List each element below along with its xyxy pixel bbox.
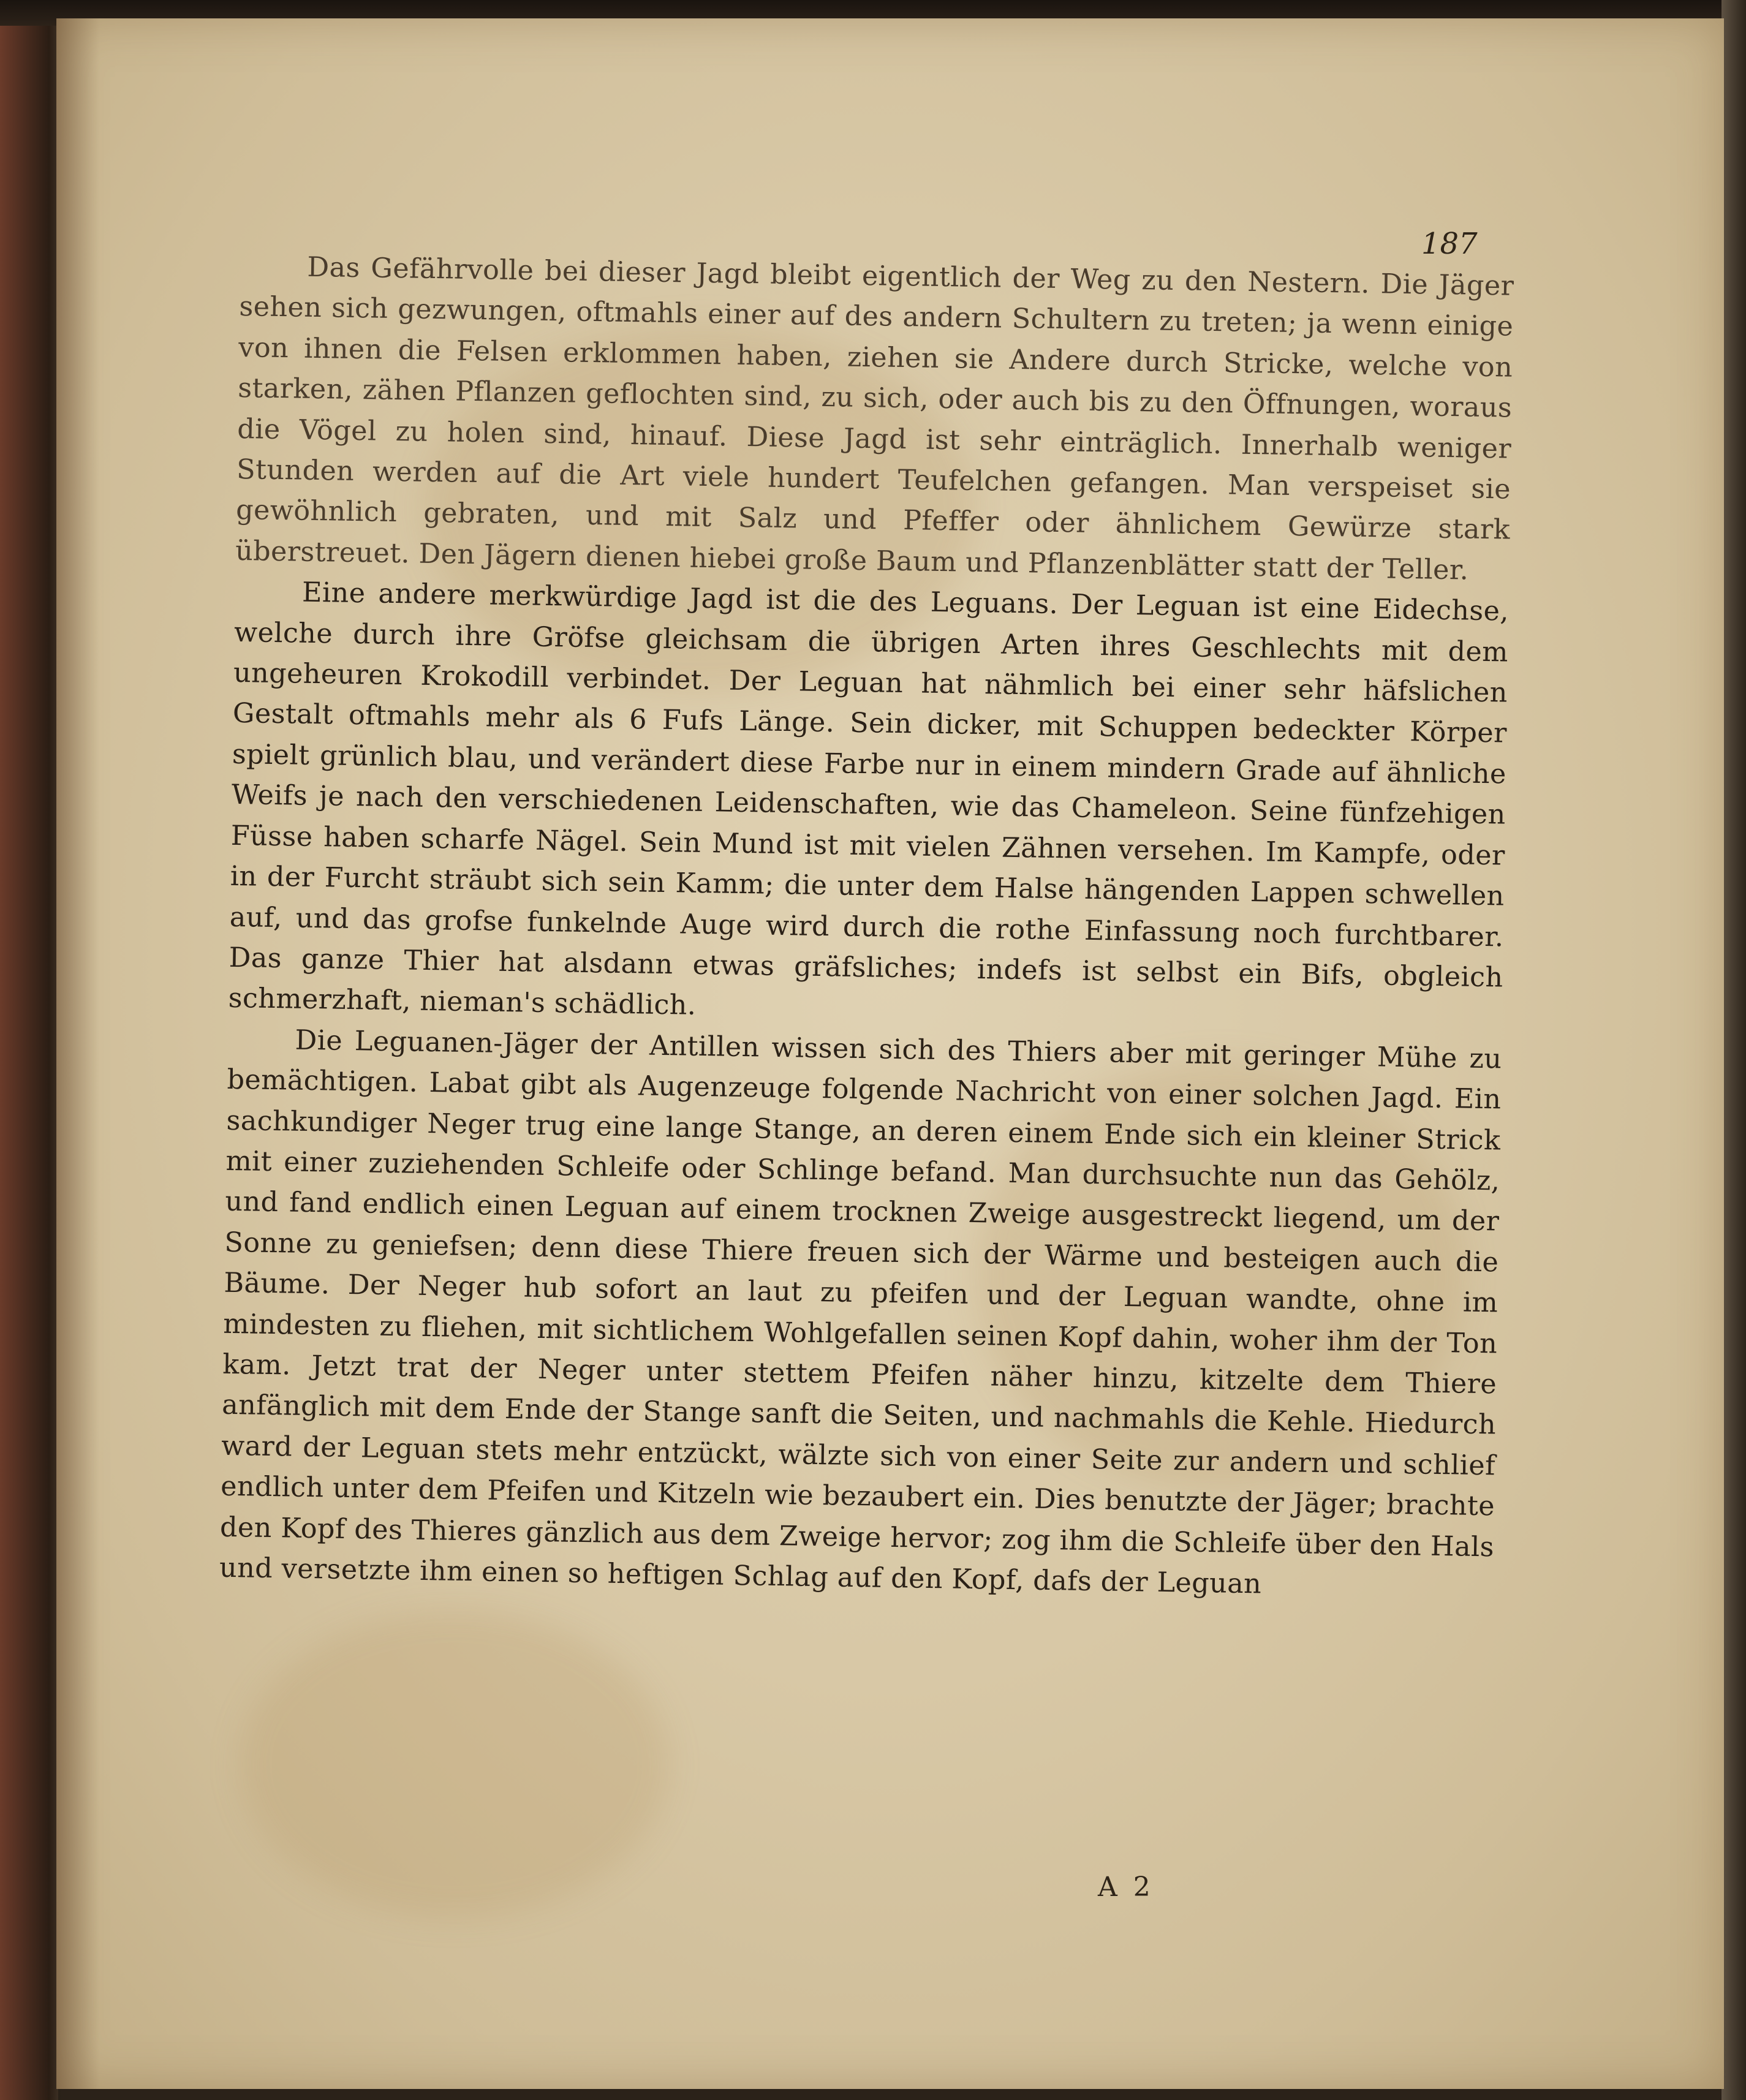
paper-stain [240,1611,669,1917]
paragraph-leguan-description: Eine andere merkwürdige Jagd ist die des Leguans. Der Leguan ist eine Eidechse, welche durch ihre Gröfse gleichsam die übrigen Arten ihres Geschlechts mit dem ungeheuren Krokodill verbindet. Der Leguan hat nähmlich bei einer sehr häfslichen Gestalt oftmahls mehr als 6 Fufs Länge. Sein dicker, mit Schuppen bedeckter Körper spielt grünlich blau, und verändert diese Farbe nur in einem mindern Grade auf ähnliche Weifs je nach den verschiedenen Leidenschaften, wie das Chameleon. Seine fünfzehigen Füsse haben scharfe Nägel. Sein Mund ist mit vielen Zähnen versehen. Im Kampfe, oder in der Furcht sträubt sich sein Kamm; die unter dem Halse hängenden Lappen schwellen auf, und das grofse funkelnde Auge wird durch die rothe Einfassung noch furchtbarer. Das ganze Thier hat alsdann etwas gräfsliches; indefs ist selbst ein Bifs, obgleich schmerzhaft, nieman's schädlich. [228,576,1510,1022]
book-binding-edge [0,0,58,2100]
body-text [219,246,1514,1609]
book-right-edge [1721,0,1746,2100]
page-number: 187 [1421,227,1478,261]
book-page [56,18,1724,2089]
paragraph-leguan-hunt: Die Leguanen-Jäger der Antillen wissen sich des Thiers aber mit geringer Mühe zu bemächtigen. Labat gibt als Augenzeuge folgende Nachricht von einer solchen Jagd. Ein sachkundiger Neger trug eine lange Stange, an deren einem Ende sich ein kleiner Strick mit einer zuziehenden Schleife oder Schlinge befand. Man durchsuchte nun das Gehölz, und fand endlich einen Leguan auf einem trocknen Zweige ausgestreckt liegend, um der Sonne zu geniefsen; denn diese Thiere freuen sich der Wärme und besteigen auch die Bäume. Der Neger hub sofort an laut zu pfeifen und der Leguan wandte, ohne im mindesten zu fliehen, mit sichtlichem Wohlgefallen seinen Kopf dahin, woher ihm der Ton kam. Jetzt trat der Neger unter stettem Pfeifen näher hinzu, kitzelte dem Thiere anfänglich mit dem Ende der Stange sanft die Seiten, und nachmahls die Kehle. Hiedurch ward der Leguan stets mehr entzückt, wälzte sich von einer Seite zur andern und schlief endlich unter dem Pfeifen und Kitzeln wie bezaubert ein. Dies benutzte der Jäger; brachte den Kopf des Thieres gänzlich aus dem Zweige hervor; zog ihm die Schleife über den Hals und versetzte ihm einen so heftigen Schlag auf den Kopf, dafs der Leguan [219,1024,1502,1600]
printer-signature-mark: A 2 [1098,1871,1154,1903]
page-gutter-shadow [56,18,99,2089]
paragraph-nest-hunt: Das Gefährvolle bei dieser Jagd bleibt eigentlich der Weg zu den Nestern. Die Jäger sehen sich gezwungen, oftmahls einer auf des andern Schultern zu treten; ja wenn einige von ihnen die Felsen erklommen haben, ziehen sie Andere durch Stricke, welche von starken, zähen Pflanzen geflochten sind, zu sich, oder auch bis zu den Öffnungen, woraus die Vögel zu holen sind, hinauf. Diese Jagd ist sehr einträglich. Innerhalb weniger Stunden werden auf die Art viele hundert Teufelchen gefangen. Man verspeiset sie gewöhnlich gebraten, und mit Salz und Pfeffer oder ähnlichem Gewürze stark überstreuet. Den Jägern dienen hiebei große Baum und Pflanzenblätter statt der Teller. [235,251,1514,586]
